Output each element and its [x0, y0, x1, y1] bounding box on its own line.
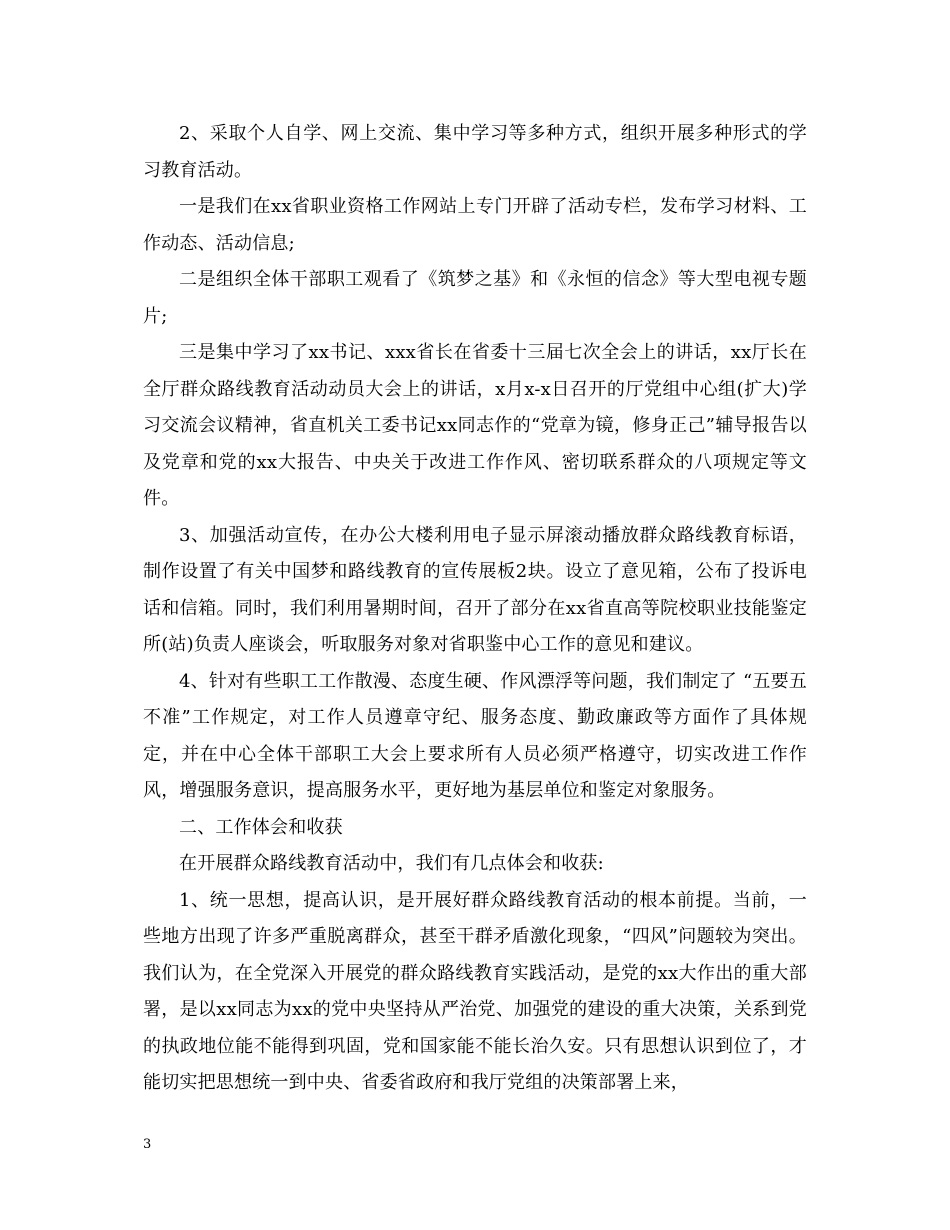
paragraph-experience-1: 1、统一思想，提高认识，是开展好群众路线教育活动的根本前提。当前，一些地方出现了许多严重脱离群众，甚至干群矛盾激化现象，“四风”问题较为突出。我们认为，在全党深入开展党的群众路线教育实践活动，是党的xx大作出的重大部署，是以xx同志为xx的党中央坚持从严治党、加强党的建设的重大决策，关系到党的执政地位能不能得到巩固，党和国家能不能长治久安。只有思想认识到位了，才能切实把思想统一到中央、省委省政府和我厅党组的决策部署上来， [143, 889, 807, 1093]
paragraph-item-second: 二是组织全体干部职工观看了《筑梦之基》和《永恒的信念》等大型电视专题片; [143, 269, 807, 327]
paragraph-method-2: 2、采取个人自学、网上交流、集中学习等多种方式，组织开展多种形式的学习教育活动。 [143, 123, 807, 181]
paragraph-item-third: 三是集中学习了xx书记、xxx省长在省委十三届七次全会上的讲话，xx厅长在全厅群众路线教育活动动员大会上的讲话，x月x-x日召开的厅党组中心组(扩大)学习交流会议精神，省直机关工委书记xx同志作的“党章为镜，修身正己”辅导报告以及党章和党的xx大报告、中央关于改进工作作风、密切联系群众的八项规定等文件。 [143, 342, 807, 509]
paragraph-item-first: 一是我们在xx省职业资格工作网站上专门开辟了活动专栏，发布学习材料、工作动态、活动信息; [143, 196, 807, 254]
page-number: 3 [143, 1137, 152, 1152]
document-body [143, 116, 807, 1102]
paragraph-intro: 在开展群众路线教育活动中，我们有几点体会和收获: [179, 853, 604, 874]
paragraph-method-4: 4、针对有些职工工作散漫、态度生硬、作风漂浮等问题，我们制定了 “五要五不准”工作规定，对工作人员遵章守纪、服务态度、勤政廉政等方面作了具体规定，并在中心全体干部职工大会上要求所有人员必须严格遵守，切实改进工作作风，增强服务意识，提高服务水平，更好地为基层单位和鉴定对象服务。 [143, 670, 807, 801]
paragraph-method-3: 3、加强活动宣传，在办公大楼利用电子显示屏滚动播放群众路线教育标语，制作设置了有关中国梦和路线教育的宣传展板2块。设立了意见箱，公布了投诉电话和信箱。同时，我们利用暑期时间，召开了部分在xx省直高等院校职业技能鉴定所(站)负责人座谈会，听取服务对象对省职鉴中心工作的意见和建议。 [143, 524, 807, 655]
section-heading: 二、工作体会和收获 [179, 816, 343, 838]
